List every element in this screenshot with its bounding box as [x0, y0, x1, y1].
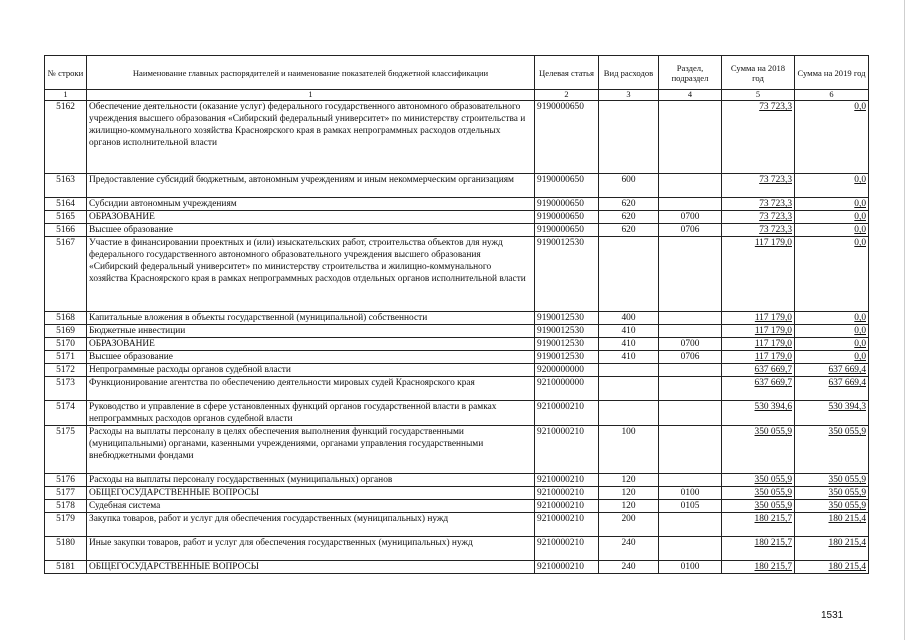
row-target-article: 9210000210: [537, 514, 584, 524]
row-number: 5173: [56, 378, 75, 388]
row-target-article: 9190000650: [537, 225, 584, 235]
table-body: [45, 101, 869, 574]
table-row: [45, 513, 869, 537]
table-row: [45, 537, 869, 561]
row-number: 5179: [56, 514, 75, 524]
table-row: [45, 364, 869, 377]
header-sum-2018: Сумма на 2018 год: [722, 56, 795, 90]
row-target-article: 9210000210: [537, 562, 584, 572]
row-name: Иные закупки товаров, работ и услуг для обеспечения государственных (муниципальных) нужд: [89, 538, 473, 548]
row-name: Высшее образование: [89, 225, 173, 235]
row-expense-type: 200: [621, 514, 636, 524]
row-target-article: 9210000210: [537, 488, 584, 498]
row-expense-type: 620: [621, 212, 636, 222]
row-target-article: 9190000650: [537, 102, 584, 112]
row-expense-type: 240: [621, 538, 636, 548]
row-sum-2018: 350 055,9: [754, 475, 792, 485]
table-row: [45, 351, 869, 364]
column-number: 2: [535, 90, 599, 101]
row-expense-type: 410: [621, 352, 636, 362]
row-target-article: 9210000210: [537, 501, 584, 511]
row-sum-2019: 0,0: [854, 225, 866, 235]
row-expense-type: 410: [621, 339, 636, 349]
table-row: [45, 500, 869, 513]
row-name: ОБРАЗОВАНИЕ: [89, 339, 155, 349]
row-name: Бюджетные инвестиции: [89, 326, 186, 336]
row-expense-type: 120: [621, 475, 636, 485]
page-number: 1531: [821, 610, 844, 621]
row-expense-type: 240: [621, 562, 636, 572]
row-target-article: 9190000650: [537, 199, 584, 209]
row-sum-2019: 0,0: [854, 238, 866, 248]
row-sum-2019: 637 669,4: [828, 378, 866, 388]
row-sum-2019: 0,0: [854, 212, 866, 222]
row-number: 5165: [56, 212, 75, 222]
row-sum-2019: 0,0: [854, 199, 866, 209]
row-number: 5174: [56, 402, 75, 412]
row-target-article: 9210000210: [537, 475, 584, 485]
column-number: 1: [87, 90, 535, 101]
row-number: 5162: [56, 102, 75, 112]
row-sum-2018: 117 179,0: [754, 339, 792, 349]
row-target-article: 9190012530: [537, 238, 584, 248]
table-row: [45, 237, 869, 312]
row-sum-2018: 73 723,3: [759, 102, 792, 112]
column-numbers-row: [45, 90, 869, 101]
table-row: [45, 174, 869, 198]
column-number: 4: [659, 90, 722, 101]
row-target-article: 9210000210: [537, 427, 584, 437]
header-name: Наименование главных распорядителей и наименование показателей бюджетной классификации: [87, 56, 535, 90]
row-expense-type: 120: [621, 488, 636, 498]
row-expense-type: 100: [621, 427, 636, 437]
row-expense-type: 600: [621, 175, 636, 185]
row-sum-2019: 530 394,3: [828, 402, 866, 412]
table-row: [45, 224, 869, 237]
row-name: ОБЩЕГОСУДАРСТВЕННЫЕ ВОПРОСЫ: [89, 562, 259, 572]
row-number: 5172: [56, 365, 75, 375]
header-target-article: Целевая статья: [535, 56, 599, 90]
row-target-article: 9190012530: [537, 326, 584, 336]
row-number: 5175: [56, 427, 75, 437]
row-target-article: 9190000650: [537, 175, 584, 185]
row-section: 0105: [680, 501, 700, 511]
row-name: Закупка товаров, работ и услуг для обеспечения государственных (муниципальных) нужд: [89, 514, 449, 524]
row-number: 5176: [56, 475, 75, 485]
row-name: Капитальные вложения в объекты государственной (муниципальной) собственности: [89, 313, 428, 323]
table-row: [45, 401, 869, 426]
row-target-article: 9190000650: [537, 212, 584, 222]
table-header-row: [45, 56, 869, 90]
row-sum-2018: 350 055,9: [754, 488, 792, 498]
row-sum-2019: 180 215,4: [828, 562, 866, 572]
row-expense-type: 120: [621, 501, 636, 511]
row-sum-2019: 0,0: [854, 102, 866, 112]
row-sum-2018: 117 179,0: [754, 238, 792, 248]
row-name: ОБРАЗОВАНИЕ: [89, 212, 155, 222]
row-name: Функционирование агентства по обеспечению деятельности мировых судей Красноярского края: [89, 378, 475, 388]
table-row: [45, 426, 869, 474]
header-sum-2019: Сумма на 2019 год: [795, 56, 869, 90]
table-row: [45, 377, 869, 401]
row-name: Расходы на выплаты персоналу в целях обеспечения выполнения функций государственными (муниципальными) органами, казенными учреждениями, органами управления государственными внебюджетными фондами: [89, 427, 484, 461]
row-expense-type: 620: [621, 199, 636, 209]
row-number: 5178: [56, 501, 75, 511]
column-number: 1: [45, 90, 87, 101]
row-sum-2018: 180 215,7: [754, 538, 792, 548]
row-name: Высшее образование: [89, 352, 173, 362]
row-sum-2018: 637 669,7: [754, 378, 792, 388]
row-sum-2018: 73 723,3: [759, 225, 792, 235]
row-target-article: 9200000000: [537, 365, 584, 375]
row-number: 5169: [56, 326, 75, 336]
row-sum-2019: 0,0: [854, 175, 866, 185]
table-row: [45, 211, 869, 224]
row-expense-type: 410: [621, 326, 636, 336]
row-name: Судебная система: [89, 501, 161, 511]
row-sum-2018: 530 394,6: [754, 402, 792, 412]
row-target-article: 9190012530: [537, 352, 584, 362]
row-target-article: 9210000210: [537, 402, 584, 412]
row-name: ОБЩЕГОСУДАРСТВЕННЫЕ ВОПРОСЫ: [89, 488, 259, 498]
row-sum-2018: 350 055,9: [754, 427, 792, 437]
row-sum-2018: 180 215,7: [754, 514, 792, 524]
row-sum-2018: 637 669,7: [754, 365, 792, 375]
header-section: Раздел, подраздел: [659, 56, 722, 90]
row-sum-2019: 0,0: [854, 313, 866, 323]
row-sum-2019: 0,0: [854, 339, 866, 349]
row-sum-2019: 180 215,4: [828, 514, 866, 524]
row-name: Предоставление субсидий бюджетным, автономным учреждениям и иным некоммерческим организациям: [89, 175, 514, 185]
row-sum-2018: 117 179,0: [754, 352, 792, 362]
row-number: 5164: [56, 199, 75, 209]
row-sum-2019: 0,0: [854, 352, 866, 362]
row-sum-2019: 350 055,9: [828, 488, 866, 498]
column-number: 5: [722, 90, 795, 101]
table-row: [45, 312, 869, 325]
table-row: [45, 198, 869, 211]
row-sum-2019: 350 055,9: [828, 427, 866, 437]
row-sum-2019: 350 055,9: [828, 475, 866, 485]
row-number: 5167: [56, 238, 75, 248]
row-expense-type: 400: [621, 313, 636, 323]
row-section: 0706: [680, 225, 700, 235]
row-target-article: 9190012530: [537, 313, 584, 323]
table-row: [45, 325, 869, 338]
header-row-number: № строки: [45, 56, 87, 90]
row-sum-2018: 73 723,3: [759, 199, 792, 209]
row-section: 0700: [680, 339, 700, 349]
row-number: 5181: [56, 562, 75, 572]
table-row: [45, 338, 869, 351]
table-row: [45, 561, 869, 574]
row-sum-2018: 117 179,0: [754, 313, 792, 323]
row-sum-2018: 117 179,0: [754, 326, 792, 336]
row-section: 0700: [680, 212, 700, 222]
column-number: 3: [599, 90, 659, 101]
row-section: 0100: [680, 488, 700, 498]
row-sum-2018: 73 723,3: [759, 212, 792, 222]
table-row: [45, 474, 869, 487]
column-number: 6: [795, 90, 869, 101]
row-number: 5177: [56, 488, 75, 498]
row-number: 5170: [56, 339, 75, 349]
row-name: Участие в финансировании проектных и (или) изыскательских работ, строительства объектов для нужд федерального государственного автономного образовательного учреждения высшего образования «Сибирский федеральный университет» по министерству строительства и жилищно-коммунального хозяйства Красноярского края в рамках непрограммных расходов отдельных органов исполнительной власти: [89, 238, 526, 284]
row-name: Руководство и управление в сфере установленных функций органов государственной власти в рамках непрограммных расходов органов судебной власти: [89, 402, 497, 424]
row-section: 0100: [680, 562, 700, 572]
row-target-article: 9210000000: [537, 378, 584, 388]
row-number: 5166: [56, 225, 75, 235]
row-sum-2018: 180 215,7: [754, 562, 792, 572]
budget-table: [44, 55, 869, 574]
table-row: [45, 101, 869, 174]
row-sum-2019: 0,0: [854, 326, 866, 336]
row-number: 5163: [56, 175, 75, 185]
row-expense-type: 620: [621, 225, 636, 235]
row-sum-2019: 637 669,4: [828, 365, 866, 375]
row-sum-2018: 350 055,9: [754, 501, 792, 511]
row-sum-2018: 73 723,3: [759, 175, 792, 185]
row-target-article: 9210000210: [537, 538, 584, 548]
header-expense-type: Вид расходов: [599, 56, 659, 90]
row-name: Обеспечение деятельности (оказание услуг) федерального государственного автономного образовательного учреждения высшего образования «Сибирский федеральный университет» по министерству строительства и жилищно-коммунального хозяйства Красноярского края в рамках непрограммных расходов отдельных органов исполнительной власти: [89, 102, 526, 148]
row-name: Непрограммные расходы органов судебной власти: [89, 365, 291, 375]
row-sum-2019: 180 215,4: [828, 538, 866, 548]
row-target-article: 9190012530: [537, 339, 584, 349]
row-name: Субсидии автономным учреждениям: [89, 199, 237, 209]
row-name: Расходы на выплаты персоналу государственных (муниципальных) органов: [89, 475, 393, 485]
row-number: 5168: [56, 313, 75, 323]
row-number: 5180: [56, 538, 75, 548]
row-sum-2019: 350 055,9: [828, 501, 866, 511]
row-number: 5171: [56, 352, 75, 362]
table-row: [45, 487, 869, 500]
row-section: 0706: [680, 352, 700, 362]
